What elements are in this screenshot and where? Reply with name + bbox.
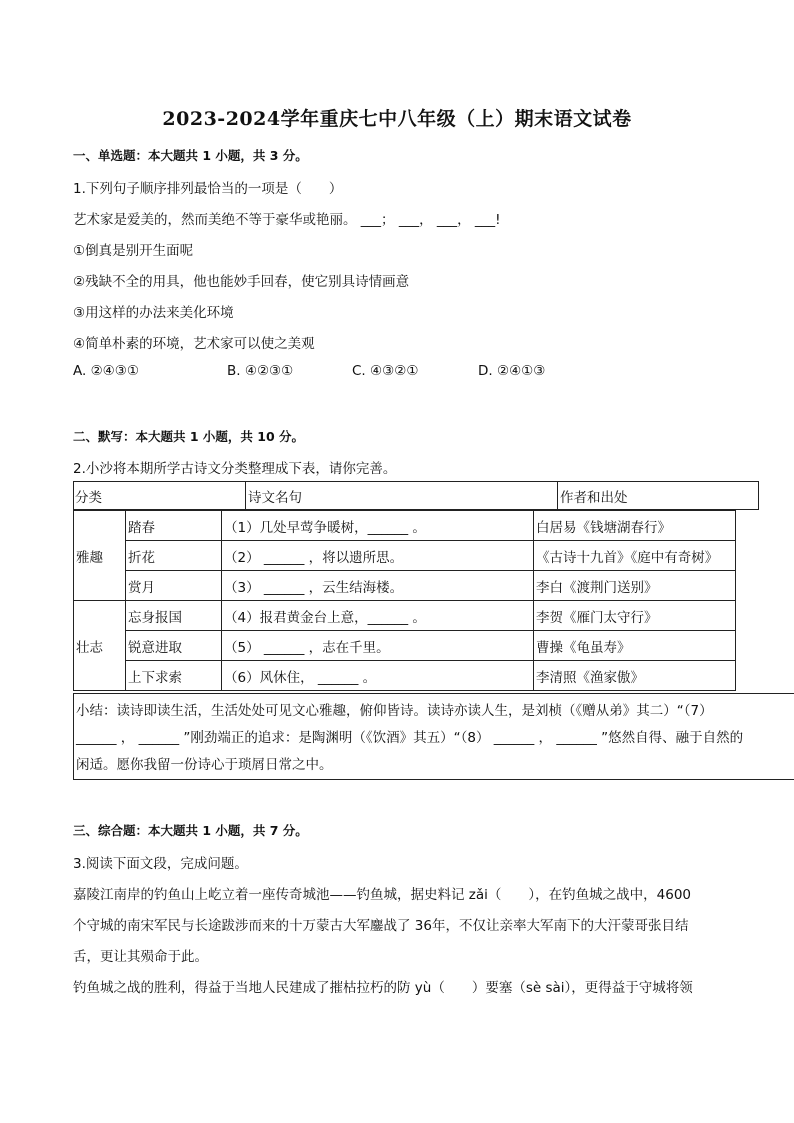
line-cell: （5） ______ ，志在千里。: [222, 631, 534, 661]
paragraph-line-3: 舌，更让其殒命于此。: [73, 949, 208, 965]
category-cell: 壮志: [74, 601, 126, 691]
sub-cell: 赏月: [126, 571, 222, 601]
option-d: D. ②④①③: [478, 363, 546, 379]
option-c: C. ④③②①: [352, 363, 419, 379]
option-a: A. ②④③①: [73, 363, 139, 379]
item-4: ④简单朴素的环境，艺术家可以使之美观: [73, 336, 315, 352]
summary-box: [73, 693, 794, 780]
table-row: [74, 511, 736, 541]
question3-text: 3.阅读下面文段，完成问题。: [73, 856, 248, 872]
source-cell: 李贺《雁门太守行》: [534, 601, 736, 631]
source-cell: 李清照《渔家傲》: [534, 661, 736, 691]
table-row: [74, 601, 736, 631]
line-cell: （4）报君黄金台上意，______ 。: [222, 601, 534, 631]
source-cell: 曹操《龟虽寿》: [534, 631, 736, 661]
question1-text: 1.下列句子顺序排列最恰当的一项是（ ）: [73, 181, 343, 197]
sub-cell: 锐意进取: [126, 631, 222, 661]
option-b: B. ④②③①: [227, 363, 294, 379]
item-3: ③用这样的办法来美化环境: [73, 305, 234, 321]
sub-cell: 折花: [126, 541, 222, 571]
item-1: ①倒真是别开生面呢: [73, 243, 194, 259]
paragraph-line-4: 钓鱼城之战的胜利，得益于当地人民建成了摧枯拉朽的防 yù（ ）要塞（sè sài），更得益于守城将领: [73, 980, 693, 996]
summary-line-2: ______ ， ______ ”刚劲端正的追求：是陶渊明（《饮酒》其五）“（8） ______ ， ______ ”悠然自得、融于自然的: [76, 730, 744, 746]
question2-text: 2.小沙将本期所学古诗文分类整理成下表，请你完善。: [73, 461, 397, 477]
page-title: 2023-2024学年重庆七中八年级（上）期末语文试卷: [162, 108, 632, 130]
line-cell: （6）风休住， ______ 。: [222, 661, 534, 691]
header-source: 作者和出处: [560, 490, 628, 506]
section2-heading: 二、默写：本大题共 1 小题，共 10 分。: [73, 429, 305, 444]
paragraph-line-2: 个守城的南宋军民与长途跋涉而来的十万蒙古大军鏖战了 36年，不仅让亲率大军南下的大汗蒙哥张目结: [73, 918, 689, 934]
source-cell: 白居易《钱塘湖春行》: [534, 511, 736, 541]
table-header-row: [73, 481, 759, 510]
source-cell: 《古诗十九首》《庭中有奇树》: [534, 541, 736, 571]
sub-cell: 上下求索: [126, 661, 222, 691]
table-row: [74, 571, 736, 601]
paragraph-line-1: 嘉陵江南岸的钓鱼山上屹立着一座传奇城池——钓鱼城，据史料记 zǎi（ ），在钓鱼城之战中，4600: [73, 887, 692, 903]
sub-cell: 忘身报国: [126, 601, 222, 631]
section3-heading: 三、综合题：本大题共 1 小题，共 7 分。: [73, 823, 308, 838]
line-cell: （2） ______ ，将以遗所思。: [222, 541, 534, 571]
section1-heading: 一、单选题：本大题共 1 小题，共 3 分。: [73, 148, 308, 163]
line-cell: （3） ______ ，云生结海楼。: [222, 571, 534, 601]
table-row: [74, 661, 736, 691]
summary-line-1: 小结：读诗即读生活，生活处处可见文心雅趣，俯仰皆诗。读诗亦读人生，是刘桢（《赠从弟》其二）“（7）: [76, 703, 713, 719]
source-cell: 李白《渡荆门送别》: [534, 571, 736, 601]
sub-cell: 踏春: [126, 511, 222, 541]
question1-stem: 艺术家是爱美的，然而美绝不等于豪华或艳丽。 ___； ___， ___， ___!: [73, 212, 501, 228]
poem-table: [73, 510, 736, 691]
category-cell: 雅趣: [74, 511, 126, 601]
header-poem: 诗文名句: [248, 490, 302, 506]
header-category: 分类: [75, 490, 102, 506]
line-cell: （1）几处早莺争暖树，______ 。: [222, 511, 534, 541]
item-2: ②残缺不全的用具，他也能妙手回春，使它别具诗情画意: [73, 274, 410, 290]
table-row: [74, 541, 736, 571]
table-row: [74, 631, 736, 661]
summary-line-3: 闲适。愿你我留一份诗心于琐屑日常之中。: [76, 757, 333, 773]
